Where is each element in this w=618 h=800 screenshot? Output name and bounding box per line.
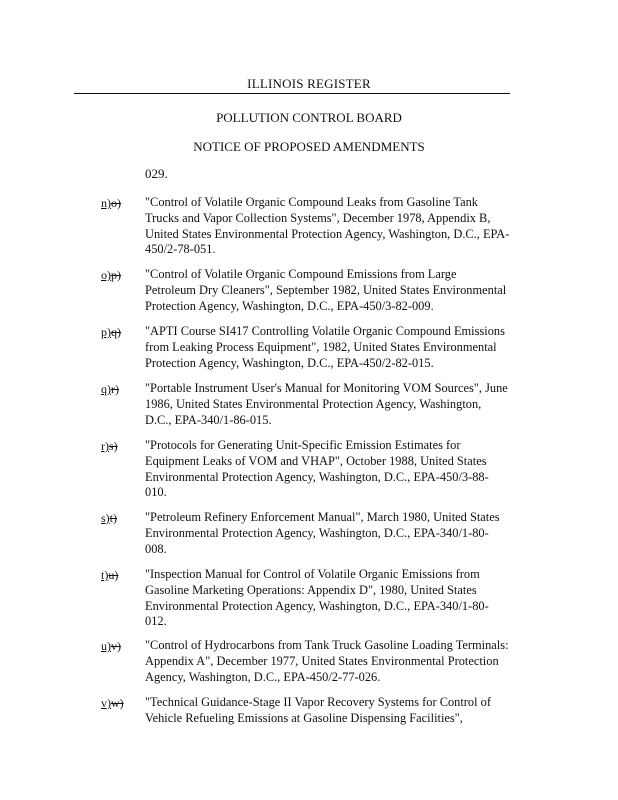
header-rule — [74, 93, 510, 94]
item-text: "Control of Volatile Organic Compound Leaks from Gasoline Tank Trucks and Vapor Collection Systems", December 1978, Appendix B, United States Environmental Protection Agency, Washington, D.C., EPA-450/2-78-051. — [145, 195, 510, 257]
notice-title: NOTICE OF PROPOSED AMENDMENTS — [193, 139, 425, 154]
item-marker: r)s) — [101, 439, 118, 453]
item-marker: q)r) — [101, 382, 119, 396]
item-marker: o)p) — [101, 268, 121, 282]
reference-number: 029. — [145, 166, 168, 181]
item-marker: u)v) — [101, 639, 121, 653]
item-text: "Technical Guidance-Stage II Vapor Recovery Systems for Control of Vehicle Refueling Emissions at Gasoline Dispensing Facilities", — [145, 695, 491, 725]
item-marker: t)u) — [101, 568, 119, 582]
board-name: POLLUTION CONTROL BOARD — [216, 110, 402, 125]
item-marker: v)w) — [101, 696, 124, 710]
item-text: "Petroleum Refinery Enforcement Manual", March 1980, United States Environmental Protection Agency, Washington, D.C., EPA-340/1-80-008. — [145, 510, 500, 556]
item-text: "APTI Course SI417 Controlling Volatile Organic Compound Emissions from Leaking Process Equipment", 1982, United States Environmental Protection Agency, Washington, D.C., EPA-450/2-82-015. — [145, 324, 505, 370]
item-marker: p)q) — [101, 325, 121, 339]
item-text: "Protocols for Generating Unit-Specific Emission Estimates for Equipment Leaks of VOM and VHAP", October 1988, United States Environmental Protection Agency, Washington, D.C., EPA-450/3-88-010. — [145, 438, 489, 500]
item-marker: s)t) — [101, 511, 118, 525]
item-text: "Control of Volatile Organic Compound Emissions from Large Petroleum Dry Cleaners", September 1982, United States Environmental Protection Agency, Washington, D.C., EPA-450/3-82-009. — [145, 267, 507, 313]
item-text: "Portable Instrument User's Manual for Monitoring VOM Sources", June 1986, United States Environmental Protection Agency, Washington, D.C., EPA-340/1-86-015. — [145, 381, 508, 427]
item-text: "Inspection Manual for Control of Volatile Organic Emissions from Gasoline Marketing Operations: Appendix D", 1980, United States Environmental Protection Agency, Washington, D.C., EPA-340/1-80-012. — [145, 567, 489, 629]
item-text: "Control of Hydrocarbons from Tank Truck Gasoline Loading Terminals: Appendix A", December 1977, United States Environmental Protection Agency, Washington, D.C., EPA-450/2-77-026. — [145, 638, 509, 684]
register-title: ILLINOIS REGISTER — [247, 76, 371, 91]
item-marker: n)o) — [101, 196, 121, 210]
